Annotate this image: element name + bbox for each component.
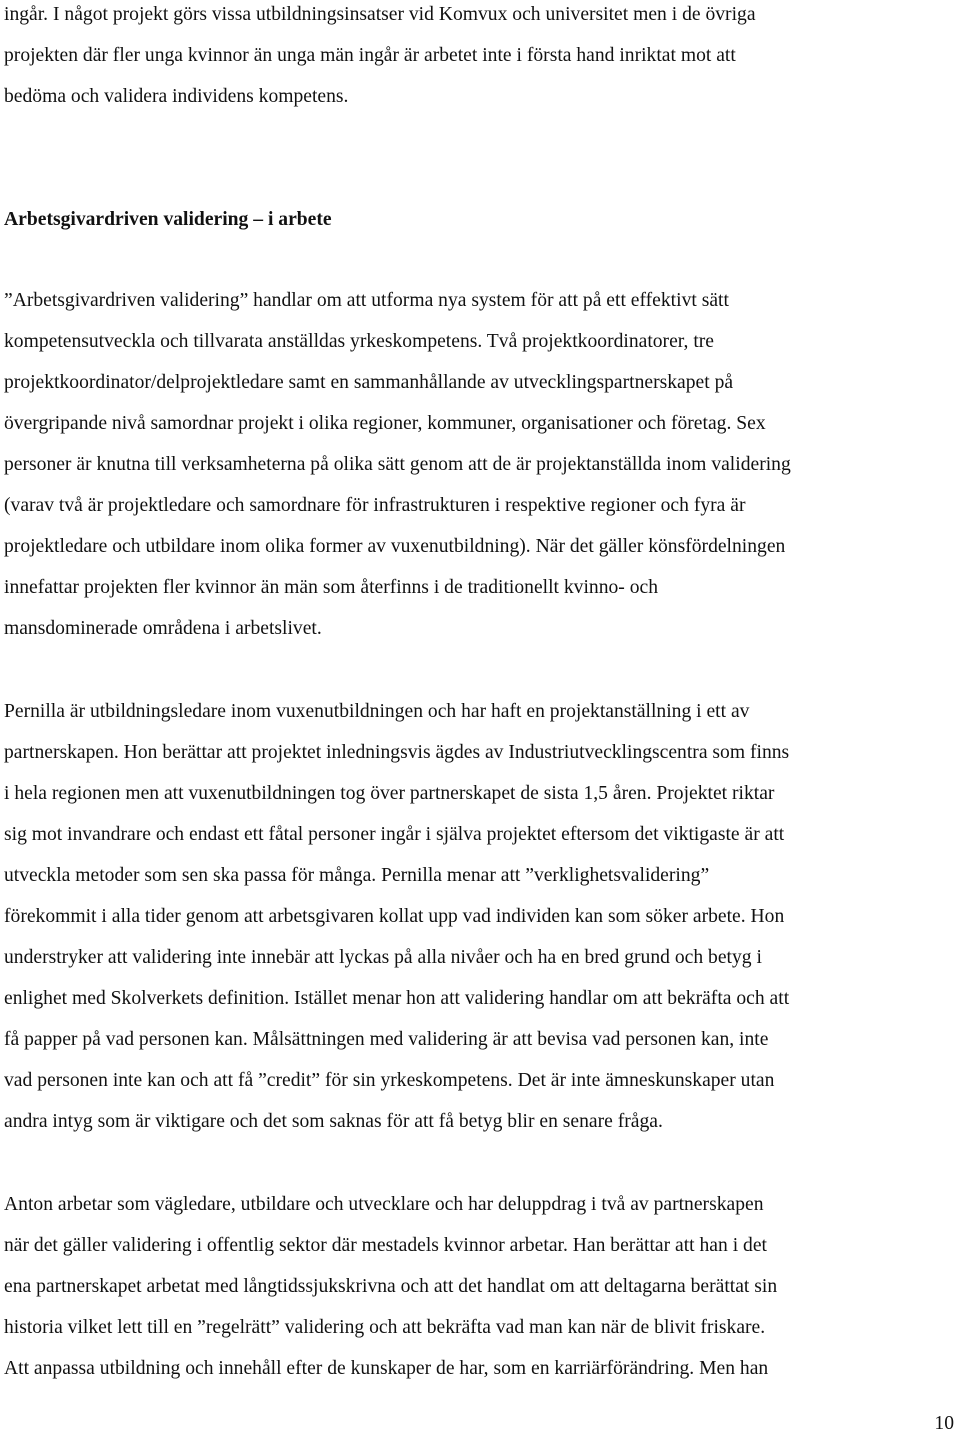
text-line: kompetensutveckla och tillvarata anställdas yrkeskompetens. Två projektkoordinatorer, tre <box>4 331 714 352</box>
text-line: understryker att validering inte innebär att lyckas på alla nivåer och ha en bred grund och betyg i <box>4 947 762 968</box>
paragraph-3 <box>4 691 956 1142</box>
page-number: 10 <box>934 1413 954 1434</box>
text-line: projektkoordinator/delprojektledare samt en sammanhållande av utvecklingspartnerskapet på <box>4 372 734 393</box>
text-line: förekommit i alla tider genom att arbetsgivaren kollat upp vad individen kan som söker arbete. Hon <box>4 906 785 927</box>
text-line: övergripande nivå samordnar projekt i olika regioner, kommuner, organisationer och företag. Sex <box>4 413 766 434</box>
text-line: historia vilket lett till en ”regelrätt” validering och att bekräfta vad man kan när de blivit friskare. <box>4 1317 766 1338</box>
text-line: sig mot invandrare och endast ett fåtal personer ingår i själva projektet eftersom det viktigaste är att <box>4 824 785 845</box>
paragraph-1 <box>4 0 956 117</box>
text-line: ingår. I något projekt görs vissa utbildningsinsatser vid Komvux och universitet men i de övriga <box>4 4 756 25</box>
text-line: utveckla metoder som sen ska passa för många. Pernilla menar att ”verklighetsvalidering” <box>4 865 710 886</box>
text-line: få papper på vad personen kan. Målsättningen med validering är att bevisa vad personen kan, inte <box>4 1029 769 1050</box>
text-line: vad personen inte kan och att få ”credit” för sin yrkeskompetens. Det är inte ämneskunskaper utan <box>4 1070 775 1091</box>
text-line: Anton arbetar som vägledare, utbildare och utvecklare och har deluppdrag i två av partnerskapen <box>4 1194 764 1215</box>
text-line: enlighet med Skolverkets definition. Istället menar hon att validering handlar om att bekräfta och att <box>4 988 790 1009</box>
paragraph-2 <box>4 280 956 649</box>
text-line: bedöma och validera individens kompetens. <box>4 86 349 107</box>
paragraph-4 <box>4 1184 956 1389</box>
text-line: projekten där fler unga kvinnor än unga män ingår är arbetet inte i första hand inriktat mot att <box>4 45 736 66</box>
text-line: personer är knutna till verksamheterna på olika sätt genom att de är projektanställda inom validering <box>4 454 791 475</box>
text-line: ”Arbetsgivardriven validering” handlar om att utforma nya system för att på ett effektivt sätt <box>4 290 729 311</box>
text-line: ena partnerskapet arbetat med långtidssjukskrivna och att det handlat om att deltagarna berättat sin <box>4 1276 778 1297</box>
text-line: andra intyg som är viktigare och det som saknas för att få betyg blir en senare fråga. <box>4 1111 663 1132</box>
text-line: i hela regionen men att vuxenutbildningen tog över partnerskapet de sista 1,5 åren. Projektet riktar <box>4 783 775 804</box>
text-line: (varav två är projektledare och samordnare för infrastrukturen i respektive regioner och fyra är <box>4 495 746 516</box>
text-line: mansdominerade områdena i arbetslivet. <box>4 618 322 639</box>
text-line: Pernilla är utbildningsledare inom vuxenutbildningen och har haft en projektanställning i ett av <box>4 701 750 722</box>
text-line: partnerskapen. Hon berättar att projektet inledningsvis ägdes av Industriutvecklingscentra som finns <box>4 742 790 763</box>
text-line: projektledare och utbildare inom olika former av vuxenutbildning). När det gäller könsfördelningen <box>4 536 786 557</box>
text-line: innefattar projekten fler kvinnor än män som återfinns i de traditionellt kvinno- och <box>4 577 659 598</box>
text-line: Att anpassa utbildning och innehåll efter de kunskaper de har, som en karriärförändring. Men han <box>4 1358 769 1379</box>
section-heading: Arbetsgivardriven validering – i arbete <box>4 209 332 230</box>
text-line: när det gäller validering i offentlig sektor där mestadels kvinnor arbetar. Han berättar att han i det <box>4 1235 767 1256</box>
